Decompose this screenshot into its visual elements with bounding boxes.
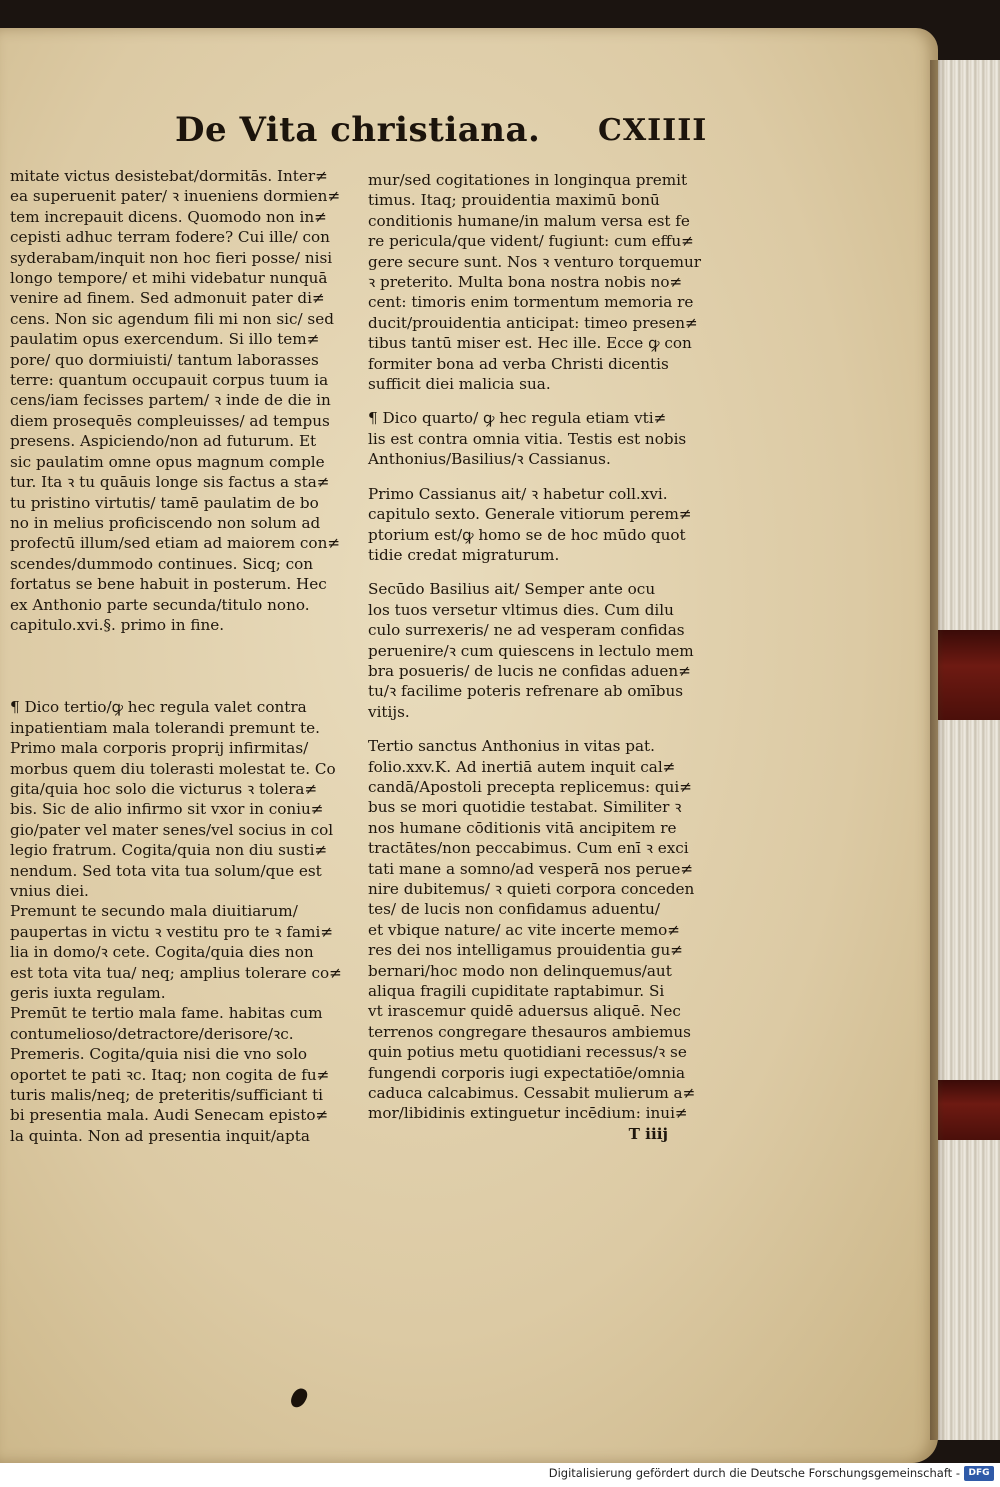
text-line: ducit/prouidentia anticipat: timeo presen≠ [368,313,698,332]
text-line: sic paulatim omne opus magnum comple [10,452,325,471]
text-line: tibus tantū miser est. Hec ille. Ecce ꝙ con [368,334,692,353]
text-line: mitate victus desistebat/dormitās. Inter≠ [10,167,328,185]
text-line: venire ad finem. Sed admonuit pater di≠ [10,289,325,308]
text-line: re pericula/que vident/ fugiunt: cum effu≠ [368,232,694,251]
text-line: inpatientiam mala tolerandi premunt te. [10,718,320,737]
text-line: cens. Non sic agendum fili mi non sic/ sed [10,309,334,328]
text-line: ex Anthonio parte secunda/titulo nono. [10,595,310,614]
text-line: ¶ Dico quarto/ ꝙ hec regula etiam vti≠ [368,409,667,428]
text-line: paulatim opus exercendum. Si illo tem≠ [10,330,320,349]
text-line: la quinta. Non ad presentia inquit/apta [10,1126,310,1145]
text-line: Premūt te tertio mala fame. habitas cum [10,1004,323,1023]
text-line: bra posueris/ de lucis ne confidas aduen≠ [368,661,691,680]
text-line: pore/ quo dormiuisti/ tantum laborasses [10,350,319,369]
text-line: est tota vita tua/ neq; amplius tolerare co≠ [10,963,342,982]
text-line: cens/iam fecisses partem/ ꝛ inde de die in [10,391,331,410]
text-line: conditionis humane/in malum versa est fe [368,211,690,230]
text-line: bis. Sic de alio infirmo sit vxor in coniu≠ [10,800,324,819]
text-line: sufficit diei malicia sua. [368,375,551,394]
text-line: nendum. Sed tota vita tua solum/que est [10,861,322,880]
text-line: et vbique nature/ ac vite incerte memo≠ [368,920,681,939]
text-line: oportet te pati ꝛc. Itaq; non cogita de fu≠ [10,1065,330,1084]
text-line: tu pristino virtutis/ tamē paulatim de bo [10,493,319,512]
text-line: gere secure sunt. Nos ꝛ venturo torquemur [368,252,702,271]
signature-mark: T iiij [628,1124,668,1143]
text-line: nos humane cōditionis vitā ancipitem re [368,818,677,837]
bookmark-ribbon [938,630,1000,720]
text-line: paupertas in victu ꝛ vestitu pro te ꝛ fami≠ [10,922,334,941]
text-line: fortatus se bene habuit in posterum. Hec [10,575,327,594]
text-line: formiter bona ad verba Christi dicentis [368,354,669,373]
text-line: lis est contra omnia vitia. Testis est nobis [368,429,687,448]
text-line: tati mane a somno/ad vesperā nos perue≠ [368,859,694,878]
text-line: Premeris. Cogita/quia nisi die vno solo [10,1045,308,1064]
text-paragraph [10,697,340,901]
text-line: cepisti adhuc terram fodere? Cui ille/ con [10,228,330,247]
text-line: tes/ de lucis non confidamus aduentu/ [368,900,660,919]
folio-number: CXIIII [598,113,708,148]
page-edge-shadow [930,60,944,1440]
text-line: diem prosequēs compleuisses/ ad tempus [10,411,330,430]
text-line: legio fratrum. Cogita/quia non diu susti≠ [10,841,328,860]
text-line: vitijs. [368,702,410,721]
paragraph-gap [368,394,698,408]
text-paragraph [368,170,702,394]
text-line: candā/Apostoli precepta replicemus: qui≠ [368,777,693,796]
text-line: folio.xxv.K. Ad inertiā autem inquit cal≠ [368,757,676,776]
text-paragraph [368,736,698,1124]
text-line: aliqua fragili cupiditate raptabimur. Si [368,982,665,1001]
text-paragraph [10,166,340,635]
text-line: timus. Itaq; prouidentia maximū bonū [368,191,660,210]
text-paragraph [10,1044,340,1146]
funding-credit: Digitalisierung gefördert durch die Deutsche Forschungsgemeinschaft - [548,1466,960,1480]
text-line: Primo mala corporis proprij infirmitas/ [10,739,309,758]
text-line: bus se mori quotidie testabat. Similiter ꝛ [368,798,682,817]
text-line: terrenos congregare thesauros ambiemus [368,1022,691,1041]
text-line: vt irascemur quidē aduersus aliquē. Nec [368,1002,681,1021]
text-line: Anthonius/Basilius/ꝛ Cassianus. [368,450,611,469]
running-title: De Vita christiana. [175,110,541,150]
text-line: tur. Ita ꝛ tu quāuis longe sis factus a sta≠ [10,473,330,492]
paragraph-gap [368,470,698,484]
text-line: gita/quia hoc solo die victurus ꝛ tolera≠ [10,779,318,798]
text-line: geris iuxta regulam. [10,984,166,1003]
text-line: los tuos versetur vltimus dies. Cum dilu [368,600,674,619]
text-line: caduca calcabimus. Cessabit mulierum a≠ [368,1084,696,1103]
right-column [368,170,702,1144]
text-line: peruenire/ꝛ cum quiescens in lectulo mem [368,641,694,660]
paragraph-gap [368,722,698,736]
text-line: tidie credat migraturum. [368,545,560,564]
text-line: cent: timoris enim tormentum memoria re [368,293,694,312]
text-line: gio/pater vel mater senes/vel socius in col [10,820,334,839]
text-line: contumelioso/detractore/derisore/ꝛc. [10,1024,294,1043]
text-line: ea superuenit pater/ ꝛ inueniens dormien≠ [10,187,341,206]
text-line: morbus quem diu tolerasti molestat te. Co [10,759,336,778]
text-line: longo tempore/ et mihi videbatur nunquā [10,269,328,288]
text-line: bernari/hoc modo non delinquemus/aut [368,961,672,980]
text-line: Secūdo Basilius ait/ Semper ante ocu [368,580,656,599]
text-paragraph [368,484,698,566]
text-line: mor/libidinis extinguetur incēdium: inui≠ [368,1104,688,1123]
text-line: ꝛ preterito. Multa bona nostra nobis no≠ [368,273,683,292]
paragraph-gap [368,565,698,579]
text-line: ¶ Dico tertio/ꝙ hec regula valet contra [10,698,307,717]
text-line: tu/ꝛ facilime poteris refrenare ab omībus [368,682,684,701]
text-line: capitulo sexto. Generale vitiorum perem≠ [368,505,692,524]
paragraph-gap [10,635,340,697]
text-line: Tertio sanctus Anthonius in vitas pat. [368,737,655,756]
text-line: res dei nos intelligamus prouidentia gu≠ [368,941,684,960]
text-line: syderabam/inquit non hoc fieri posse/ nisi [10,248,333,267]
text-line: terre: quantum occupauit corpus tuum ia [10,371,329,390]
text-line: vnius diei. [10,882,89,900]
text-line: tem increpauit dicens. Quomodo non in≠ [10,207,327,226]
text-line: no in melius proficiscendo non solum ad [10,513,321,532]
text-line: ptorium est/ꝙ homo se de hoc mūdo quot [368,525,686,544]
text-line: presens. Aspiciendo/non ad futurum. Et [10,432,317,451]
text-line: lia in domo/ꝛ cete. Cogita/quia dies non [10,943,314,962]
text-line: profectū illum/sed etiam ad maiorem con≠ [10,534,341,553]
text-line: turis malis/neq; de preteritis/sufficiant ti [10,1086,324,1105]
text-paragraph [10,1003,340,1044]
text-line: bi presentia mala. Audi Senecam episto≠ [10,1106,329,1125]
dfg-logo: DFG [964,1466,994,1481]
text-line: Premunt te secundo mala diuitiarum/ [10,902,298,921]
text-line: quin potius metu quotidiani recessus/ꝛ se [368,1043,687,1062]
text-line: scendes/dummodo continues. Sicq; con [10,554,314,573]
text-line: mur/sed cogitationes in longinqua premit [368,171,688,189]
text-paragraph [368,579,698,722]
left-column [10,166,340,1146]
text-line: fungendi corporis iugi expectatiōe/omnia [368,1063,686,1082]
text-paragraph [368,408,698,469]
text-line: nire dubitemus/ ꝛ quieti corpora conceden [368,880,695,898]
text-line: Primo Cassianus ait/ ꝛ habetur coll.xvi. [368,484,668,503]
text-line: capitulo.xvi.§. primo in fine. [10,615,225,634]
text-paragraph [10,901,340,1003]
bookmark-ribbon-lower [938,1080,1000,1140]
text-line: tractātes/non peccabimus. Cum enī ꝛ exci [368,839,689,858]
text-line: culo surrexeris/ ne ad vesperam confidas [368,621,685,640]
